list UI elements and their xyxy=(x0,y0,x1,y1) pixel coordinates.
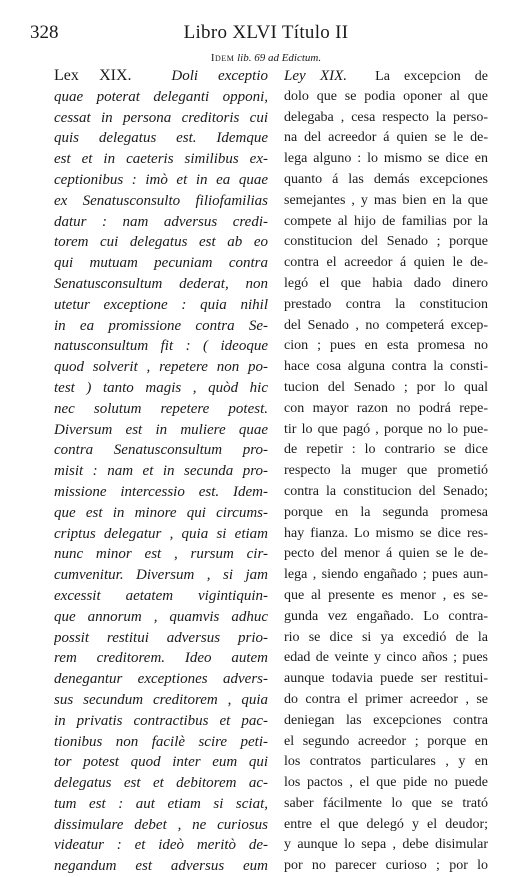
spanish-text-line: que al presente es menor , es se- xyxy=(284,587,488,603)
latin-text-line: datur : nam adversus credi- xyxy=(54,213,268,230)
spanish-first-line xyxy=(284,66,488,87)
latin-text-line: negandum est adversus eum xyxy=(54,858,268,875)
latin-text-line: torem cui delegatus est ab eo xyxy=(54,234,268,251)
spanish-text-line: deniegan las excepciones contra xyxy=(284,712,488,728)
spanish-text-line: cion ; pues en esta promesa no xyxy=(284,338,488,354)
latin-text-line: quod solverit , repetere non po- xyxy=(54,359,268,376)
spanish-text-line: de repetir : lo contrario se dice xyxy=(284,442,488,458)
spanish-first-line-text: La excepcion de xyxy=(375,69,488,84)
latin-text-line: est et in caeteris similibus ex- xyxy=(54,151,268,168)
spanish-text-line: respecto la muger que prometió xyxy=(284,463,488,479)
spanish-text-line: con mayor razon no podrá repe- xyxy=(284,400,488,416)
latin-heading: Lex XIX. xyxy=(54,67,132,84)
spanish-text-line: contra el acreedor á quien le de- xyxy=(284,255,488,271)
latin-text-line: tum est : aut etiam si sciat, xyxy=(54,795,268,812)
spanish-text-line: rio se dice si ya excedió de la xyxy=(284,629,488,645)
spanish-column xyxy=(284,66,488,877)
spanish-text-line: hay fianza. Lo mismo se dice res- xyxy=(284,525,488,541)
spanish-heading: Ley XIX. xyxy=(284,68,348,84)
latin-text-line: cumvenitur. Diversum , si jam xyxy=(54,567,268,584)
page-number: 328 xyxy=(30,22,59,43)
latin-text-line: delegatus est et debitorem ac- xyxy=(54,775,268,792)
latin-text-line: natusconsultum fit : ( ideoque xyxy=(54,338,268,355)
spanish-text-line: edad de veinte y cinco años ; pues xyxy=(284,650,488,666)
latin-text-line: missione intercessio est. Idem- xyxy=(54,483,268,500)
latin-text-line: quae poterat deleganti opponi, xyxy=(54,88,268,105)
latin-first-line xyxy=(54,66,268,87)
latin-text-line: tor potest quod inter eum qui xyxy=(54,754,268,771)
latin-text-line: test ) tanto magis , quòd hic xyxy=(54,379,268,396)
latin-text-line: ceptionibus : imò et in ea quae xyxy=(54,171,268,188)
latin-text-line: Diversum est in muliere quae xyxy=(54,421,268,438)
latin-text-line: excessit aetatem vigintiquin- xyxy=(54,587,268,604)
spanish-text-line: pecto del menor á quien se le de- xyxy=(284,546,488,562)
latin-text-line: in ea promissione contra Se- xyxy=(54,317,268,334)
spanish-text-line: legó el que habia dado dinero xyxy=(284,275,488,291)
latin-text-line: denegantur exceptiones advers- xyxy=(54,671,268,688)
latin-first-line-text: Doli exceptio xyxy=(171,68,268,84)
spanish-text-line: lega , siendo engañado ; pues aun- xyxy=(284,567,488,583)
spanish-text-line: dolo que se podia oponer al que xyxy=(284,88,488,104)
spanish-text-line: lega alguno : lo mismo se dice en xyxy=(284,151,488,167)
source-citation xyxy=(0,52,532,64)
spanish-text-line: porque en la segunda promesa xyxy=(284,504,488,520)
spanish-text-line: compete al hijo de familias por la xyxy=(284,213,488,229)
spanish-text-line: entre el que delegó y el deudor; xyxy=(284,816,488,832)
latin-text-line: qui mutuam pecuniam contra xyxy=(54,255,268,272)
latin-text-line: que est in minore qui circums- xyxy=(54,504,268,521)
spanish-text-line: por no parecer curioso ; por lo xyxy=(284,858,488,874)
spanish-text-line: tir lo que pagó , porque no lo pue- xyxy=(284,421,488,437)
spanish-text-line: y aunque lo sepa , debe disimular xyxy=(284,837,488,853)
spanish-text-line: do contra el primer acreedor , se xyxy=(284,691,488,707)
spanish-text-line: hace cosa alguna contra la consti- xyxy=(284,359,488,375)
spanish-text-line: saber fácilmente lo que se trató xyxy=(284,795,488,811)
latin-text-line: videatur : et ideò meritò de- xyxy=(54,837,268,854)
source-reference: lib. 69 ad Edictum. xyxy=(237,52,322,64)
latin-text-line: contra Senatusconsultum pro- xyxy=(54,442,268,459)
running-title: Libro XLVI Título II xyxy=(183,22,349,43)
latin-text-line: rem creditorem. Ideo autem xyxy=(54,650,268,667)
spanish-text-line: el segundo acreedor ; porque en xyxy=(284,733,488,749)
spanish-text-line: del Senado , no competerá excep- xyxy=(284,317,488,333)
latin-text-line: misit : nam et in secunda pro- xyxy=(54,463,268,480)
latin-text-line: possit restitui adversus prio- xyxy=(54,629,268,646)
spanish-text-line: quanto á las demás excepciones xyxy=(284,171,488,187)
spanish-text-line: semejantes , y mas bien en la que xyxy=(284,192,488,208)
spanish-text-line: prestado contra la constitucion xyxy=(284,296,488,312)
latin-text-line: sus secundum creditorem , quia xyxy=(54,691,268,708)
spanish-text-line: los contratos particulares , y en xyxy=(284,754,488,770)
latin-text-line: nec solutum repetere potest. xyxy=(54,400,268,417)
latin-text-line: in privatis contractibus et pac- xyxy=(54,712,268,729)
latin-text-line: criptus delegatur , quia si etiam xyxy=(54,525,268,542)
latin-text-line: que annorum , quamvis adhuc xyxy=(54,608,268,625)
latin-text-line: Senatusconsultum dederat, non xyxy=(54,275,268,292)
latin-text-line: utetur exceptione : quia nihil xyxy=(54,296,268,313)
spanish-text-line: constitucion del Senado ; porque xyxy=(284,234,488,250)
spanish-text-line: delegaba , cesa respecto la perso- xyxy=(284,109,488,125)
page-header xyxy=(30,22,502,46)
latin-text-line: dissimulare debet , ne curiosus xyxy=(54,816,268,833)
latin-text-line: tionibus non facilè scire peti- xyxy=(54,733,268,750)
spanish-text-line: contra la constitucion del Senado; xyxy=(284,483,488,499)
latin-text-line: quis delegatus est. Idemque xyxy=(54,130,268,147)
latin-column xyxy=(54,66,268,877)
source-author: Idem xyxy=(210,52,235,64)
spanish-text-line: na del acreedor á quien se le de- xyxy=(284,130,488,146)
latin-text-line: cessat in persona creditoris cui xyxy=(54,109,268,126)
spanish-text-line: aunque todavia puede ser restitui- xyxy=(284,671,488,687)
spanish-text-line: los pactos , el que pide no puede xyxy=(284,775,488,791)
spanish-text-line: gunda vez engañado. Lo contra- xyxy=(284,608,488,624)
latin-text-line: ex Senatusconsulto filiofamilias xyxy=(54,192,268,209)
latin-text-line: nunc minor est , rursum cir- xyxy=(54,546,268,563)
spanish-text-line: tucion del Senado ; por lo qual xyxy=(284,379,488,395)
